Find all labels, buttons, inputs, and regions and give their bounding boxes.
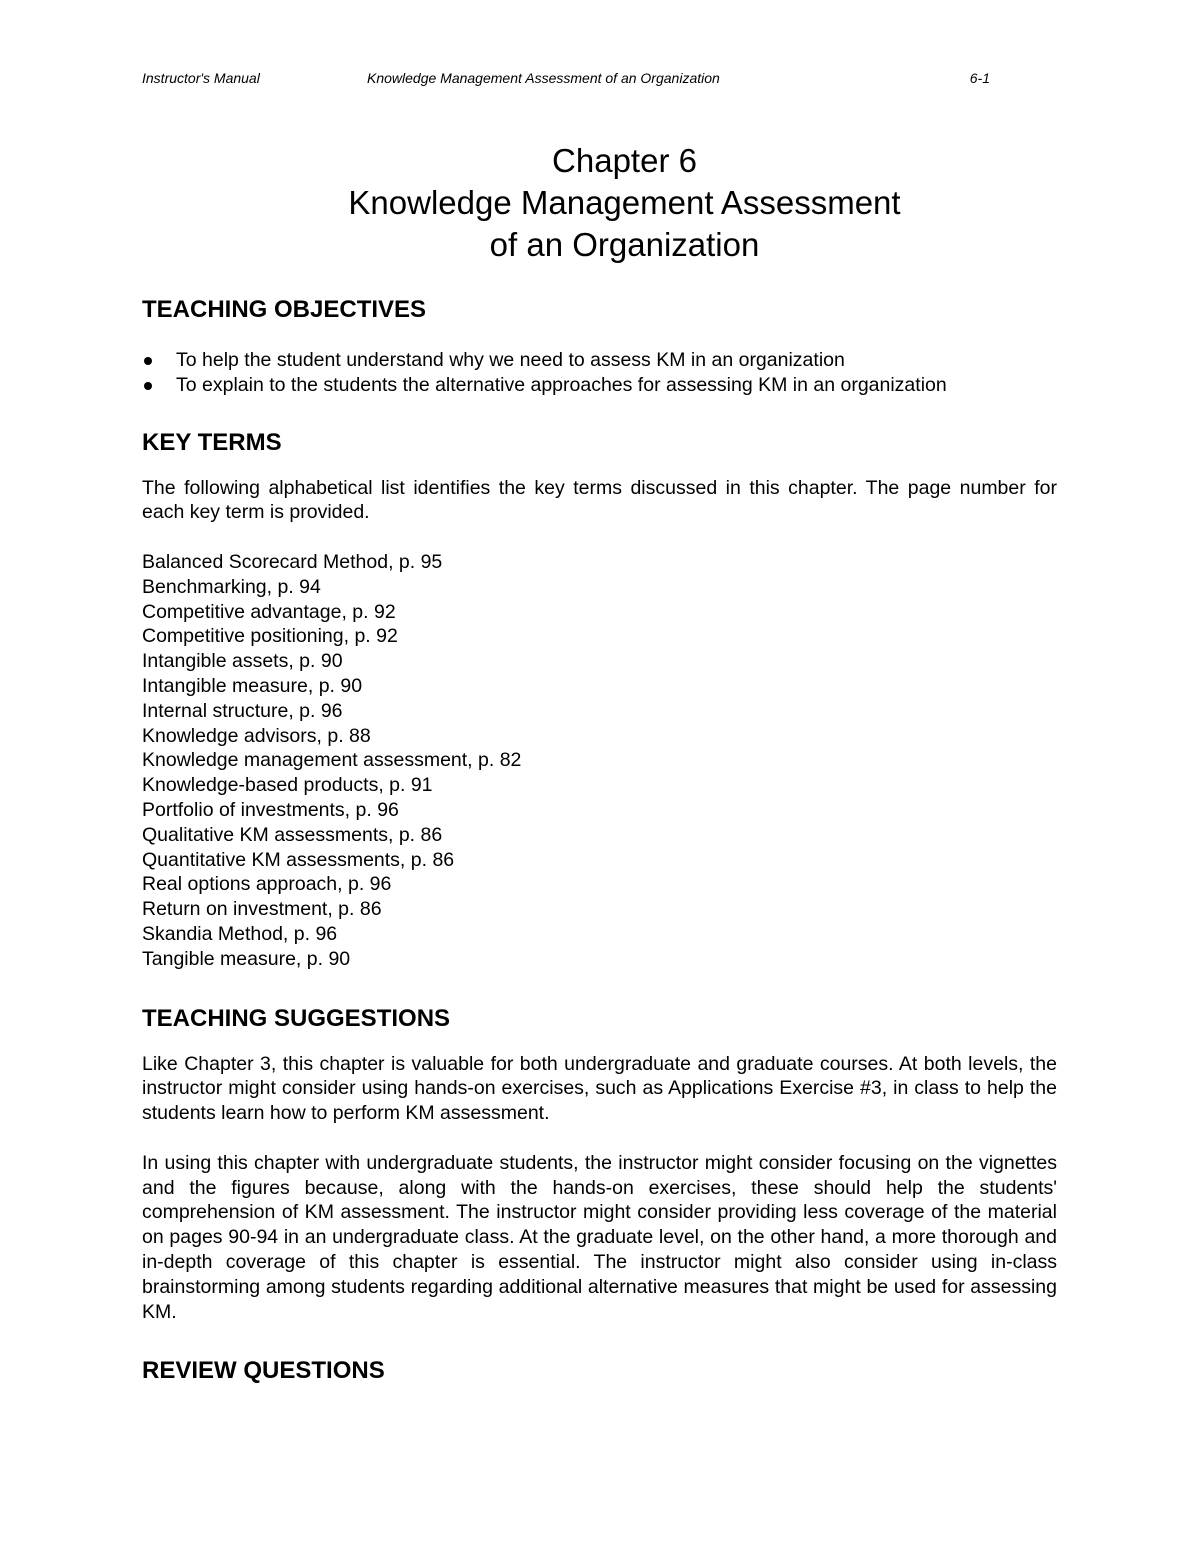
teaching-suggestions-paragraph: In using this chapter with undergraduate students, the instructor might consider focusing on the vignettes and the figures because, along with the hands-on exercises, these should help the students' comprehension of KM assessment. The instructor might consider providing less coverage of the material on pages 90-94 in an undergraduate class. At the graduate level, on the other hand, a more thorough and in-depth coverage of this chapter is essential. The instructor might also consider using in-class brainstorming among students regarding additional alternative measures that might be used for assessing KM. xyxy=(142,1151,1057,1323)
key-term: Return on investment, p. 86 xyxy=(142,898,382,921)
teaching-objectives-list xyxy=(142,348,1057,398)
key-terms-heading: KEY TERMS xyxy=(142,428,282,456)
header-manual-label: Instructor's Manual xyxy=(142,70,260,86)
running-header xyxy=(142,70,990,90)
key-term: Knowledge-based products, p. 91 xyxy=(142,774,433,797)
header-page-number: 6-1 xyxy=(969,70,990,86)
chapter-title-line-2: of an Organization xyxy=(489,226,760,263)
chapter-title-line-1: Knowledge Management Assessment xyxy=(348,184,901,221)
key-term: Portfolio of investments, p. 96 xyxy=(142,798,399,821)
objective-item xyxy=(142,348,1057,373)
chapter-title-block xyxy=(142,140,1107,266)
key-term: Benchmarking, p. 94 xyxy=(142,575,321,598)
review-questions-heading: REVIEW QUESTIONS xyxy=(142,1357,385,1385)
bullet-icon xyxy=(144,382,152,390)
key-term: Competitive positioning, p. 92 xyxy=(142,625,398,648)
key-term: Skandia Method, p. 96 xyxy=(142,922,338,945)
teaching-objectives-heading: TEACHING OBJECTIVES xyxy=(142,296,427,323)
key-terms-intro: The following alphabetical list identifies the key terms discussed in this chapter. The page number for each key term is provided. xyxy=(142,476,1057,524)
teaching-suggestions-heading: TEACHING SUGGESTIONS xyxy=(142,1004,451,1032)
objective-text: To help the student understand why we need to assess KM in an organization xyxy=(176,349,845,371)
key-term: Competitive advantage, p. 92 xyxy=(142,600,396,623)
key-term: Knowledge advisors, p. 88 xyxy=(142,724,371,747)
main-content xyxy=(142,293,1057,1388)
header-chapter-title: Knowledge Management Assessment of an Organization xyxy=(367,70,720,86)
key-term: Internal structure, p. 96 xyxy=(142,699,343,722)
key-terms-list xyxy=(142,550,1057,972)
key-term: Intangible assets, p. 90 xyxy=(142,650,343,673)
key-term: Tangible measure, p. 90 xyxy=(142,947,351,970)
objective-text: To explain to the students the alternative approaches for assessing KM in an organization xyxy=(176,373,947,396)
objective-item xyxy=(142,373,1057,398)
teaching-suggestions-paragraph: Like Chapter 3, this chapter is valuable for both undergraduate and graduate courses. At both levels, the instructor might consider using hands-on exercises, such as Applications Exercise #3, in class to help the students learn how to perform KM assessment. xyxy=(142,1052,1057,1125)
key-term: Qualitative KM assessments, p. 86 xyxy=(142,823,443,846)
key-term: Knowledge management assessment, p. 82 xyxy=(142,749,522,772)
key-term: Balanced Scorecard Method, p. 95 xyxy=(142,550,443,573)
bullet-icon xyxy=(144,357,152,365)
key-term: Quantitative KM assessments, p. 86 xyxy=(142,848,455,871)
key-term: Real options approach, p. 96 xyxy=(142,873,392,896)
chapter-number: Chapter 6 xyxy=(552,142,697,179)
key-term: Intangible measure, p. 90 xyxy=(142,674,363,697)
